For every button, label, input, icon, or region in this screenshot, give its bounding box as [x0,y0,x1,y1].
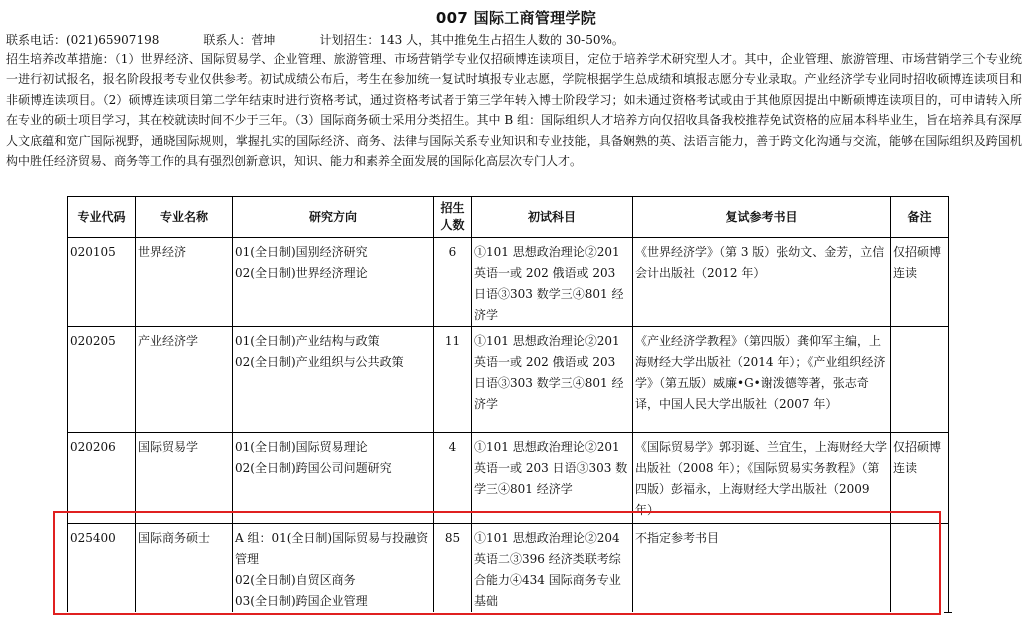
cell-code: 020205 [68,327,136,433]
cell-note [891,524,949,613]
header-count [434,197,472,238]
table-header-row [68,197,949,238]
cell-count: 11 [434,327,472,433]
header-directions: 研究方向 [233,197,434,238]
cell-exams: ①101 思想政治理论②201 英语一或 202 俄语或 203 日语③303 数学三④801 经济学 [472,238,633,327]
cell-count: 6 [434,238,472,327]
table-end-rule [944,612,952,613]
contact-line [6,31,668,48]
cell-exams: ①101 思想政治理论②201 英语一或 202 俄语或 203 日语③303 数学三④801 经济学 [472,327,633,433]
cell-name: 国际贸易学 [136,433,233,524]
cell-exams: ①101 思想政治理论②204 英语二③396 经济类联考综合能力④434 国际商务专业基础 [472,524,633,613]
cell-directions: A 组：01(全日制)国际贸易与投融资管理 02(全日制)自贸区商务 03(全日制)跨国企业管理 [233,524,434,613]
reform-measures-paragraph: 招生培养改革措施：（1）世界经济、国际贸易学、企业管理、旅游管理、市场营销学专业仅招硕博连读项目，定位于培养学术研究型人才。其中，企业管理、旅游管理、市场营销学三个专业统一进行初试报名，报名阶段报考专业仅供参考。初试成绩公布后，考生在参加统一复试时填报专业志愿，学院根据学生总成绩和填报志愿分专业录取。产业经济学专业同时招收硕博连读项目和非硕博连读项目。（2）硕博连读项目第二学年结束时进行资格考试，通过资格考试者于第三学年转入博士阶段学习；如未通过资格考试或由于其他原因提出中断硕博连读项目的，可申请转入所在专业的硕士项目学习，其在校就读时间不少于三年。（3）国际商务硕士采用分类招生。其中 B 组：国际组织人才培养方向仅招收具备我校推荐免试资格的应届本科毕业生，旨在培养具有深厚人文底蕴和宽广国际视野，通晓国际规则，掌握扎实的国际经济、商务、法律与国际关系专业知识和专业技能，具备娴熟的英、法语言能力，善于跨文化沟通与交流，能够在国际组织及跨国机构中胜任经济贸易、商务等工作的具有强烈创新意识，知识、能力和素养全面发展的国际化高层次专门人才。 [6,52,1022,169]
table-row [68,433,949,524]
cell-exams: ①101 思想政治理论②201 英语一或 203 日语③303 数学三④801 经济学 [472,433,633,524]
cell-directions: 01(全日制)产业结构与政策 02(全日制)产业组织与公共政策 [233,327,434,433]
header-exams: 初试科目 [472,197,633,238]
cell-books: 《国际贸易学》郭羽诞、兰宜生，上海财经大学出版社（2008 年）；《国际贸易实务教程》（第四版）彭福永，上海财经大学出版社（2009 年） [633,433,891,524]
cell-name: 产业经济学 [136,327,233,433]
cell-directions: 01(全日制)国际贸易理论 02(全日制)跨国公司问题研究 [233,433,434,524]
cell-code: 020105 [68,238,136,327]
header-count-label: 招生人数 [440,201,465,232]
cell-code: 020206 [68,433,136,524]
table-row [68,238,949,327]
enrollment-plan: 计划招生：143 人，其中推免生占招生人数的 30-50%。 [319,33,624,47]
cell-books: 《产业经济学教程》（第四版）龚仰军主编，上海财经大学出版社（2014 年）；《产业组织经济学》（第五版）威廉•G•谢泼德等著，张志奇译，中国人民大学出版社（2007 年） [633,327,891,433]
cell-books: 不指定参考书目 [633,524,891,613]
cell-note: 仅招硕博连读 [891,238,949,327]
table-row [68,524,949,613]
table-row [68,327,949,433]
contact-person: 联系人：菅坤 [203,33,276,47]
header-name: 专业名称 [136,197,233,238]
header-note: 备注 [891,197,949,238]
header-code: 专业代码 [68,197,136,238]
cell-count: 4 [434,433,472,524]
cell-name: 世界经济 [136,238,233,327]
cell-note [891,327,949,433]
cell-books: 《世界经济学》（第 3 版）张幼文、金芳，立信会计出版社（2012 年） [633,238,891,327]
header-books: 复试参考书目 [633,197,891,238]
program-table [67,196,949,612]
cell-code: 025400 [68,524,136,613]
document-title: 007 国际工商管理学院 [435,9,597,27]
contact-phone: 联系电话：(021)65907198 [6,33,160,47]
cell-directions: 01(全日制)国别经济研究 02(全日制)世界经济理论 [233,238,434,327]
cell-name: 国际商务硕士 [136,524,233,613]
cell-note: 仅招硕博连读 [891,433,949,524]
cell-count: 85 [434,524,472,613]
